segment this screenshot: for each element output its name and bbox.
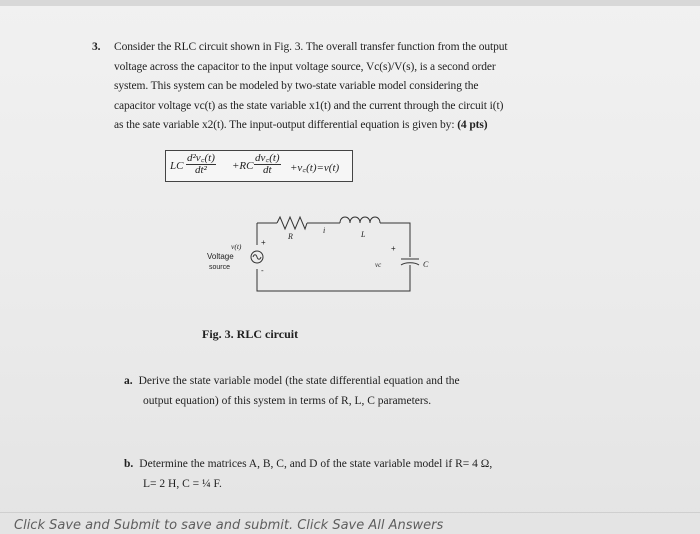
eq-lc: LC <box>170 160 184 172</box>
source-label-source: source <box>209 264 231 271</box>
source-plus-sign: + <box>261 238 266 247</box>
eq-frac2-den: dt <box>263 164 272 176</box>
eq-frac2-num: dv꜀(t) <box>255 152 280 164</box>
inductor-symbol <box>340 217 380 223</box>
question-line-5 <box>114 116 552 136</box>
part-b <box>124 455 564 494</box>
question-line-3: system. This system can be modeled by two-state variable model considering the <box>114 80 479 92</box>
part-a-text-2: output equation) of this system in terms of R, L, C parameters. <box>143 394 432 407</box>
points-label: (4 pts) <box>457 119 488 131</box>
source-minus-sign: - <box>261 266 264 275</box>
resistor-label: R <box>288 232 293 241</box>
footer-divider <box>0 512 700 513</box>
source-label-voltage: Voltage <box>207 252 234 261</box>
eq-frac1-num: d²v꜀(t) <box>187 152 215 164</box>
capacitor-plus-sign: + <box>391 244 396 253</box>
differential-equation-box <box>165 150 353 182</box>
question-line-1: Consider the RLC circuit shown in Fig. 3. The overall transfer function from the output <box>114 41 508 53</box>
part-a-text-1: Derive the state variable model (the state differential equation and the <box>138 375 460 387</box>
part-b-text-1: Determine the matrices A, B, C, and D of the state variable model if R= 4 Ω, <box>139 458 493 470</box>
question-line-2: voltage across the capacitor to the input voltage source, Vc(s)/V(s), is a second order <box>114 60 496 73</box>
eq-fraction-1 <box>186 153 216 176</box>
part-a-line-1 <box>124 372 564 392</box>
question-line-5-text: as the sate variable x2(t). The input-output differential equation is given by: <box>114 119 455 131</box>
submit-instruction: Click Save and Submit to save and submit. Click Save All Answers <box>14 518 444 533</box>
page-top-edge <box>0 0 700 6</box>
current-label: i <box>323 226 326 235</box>
question-number: 3. <box>92 41 101 53</box>
eq-frac1-den: dt² <box>195 164 207 176</box>
eq-rest: +v꜀(t)=v(t) <box>290 162 340 174</box>
question-3 <box>92 38 552 136</box>
figure-caption: Fig. 3. RLC circuit <box>202 327 299 341</box>
vc-label: vc <box>375 261 382 269</box>
part-b-line-1 <box>124 455 564 475</box>
capacitor-label: C <box>423 260 429 269</box>
part-a <box>124 372 564 411</box>
eq-plus-rc: +RC <box>232 160 254 172</box>
eq-fraction-2 <box>254 153 281 176</box>
inductor-label: L <box>361 230 366 239</box>
part-b-text-2: L= 2 H, C = ¼ F. <box>143 477 222 490</box>
part-a-label: a. <box>124 375 133 387</box>
part-b-label: b. <box>124 458 134 470</box>
wire-left-down <box>257 269 410 291</box>
rlc-circuit-diagram <box>195 205 445 315</box>
resistor-symbol <box>277 217 307 229</box>
capacitor-bottom-plate <box>401 263 419 265</box>
source-label-vt: v(t) <box>231 242 242 251</box>
question-text <box>114 38 552 136</box>
question-line-4: capacitor voltage vc(t) as the state variable x1(t) and the current through the circuit i(t) <box>114 99 504 112</box>
